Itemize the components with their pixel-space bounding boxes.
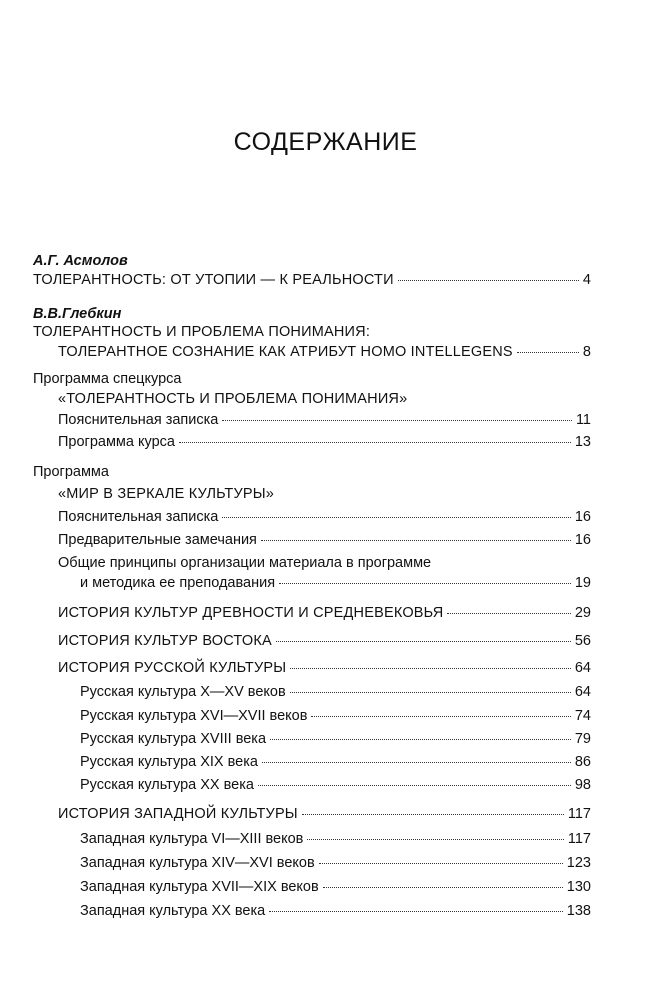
- program-heading: Программа: [33, 464, 109, 480]
- toc-entry-label: ИСТОРИЯ РУССКОЙ КУЛЬТУРЫ: [58, 660, 287, 676]
- toc-page-number: 8: [582, 344, 591, 360]
- toc-entry-label: ИСТОРИЯ ЗАПАДНОЙ КУЛЬТУРЫ: [58, 806, 298, 822]
- leader-dots: [261, 540, 571, 541]
- leader-dots: [307, 839, 563, 840]
- toc-entry-label: и методика ее преподавания: [80, 575, 276, 591]
- leader-dots: [517, 352, 579, 353]
- leader-dots: [319, 863, 563, 864]
- leader-dots: [222, 517, 570, 518]
- toc-entry[interactable]: [58, 806, 591, 826]
- toc-entry-label: Пояснительная записка: [58, 412, 219, 428]
- toc-entry[interactable]: [80, 575, 591, 595]
- toc-page-number: 117: [567, 831, 591, 847]
- leader-dots: [323, 887, 563, 888]
- toc-entry[interactable]: [58, 633, 591, 653]
- toc-page-number: 130: [566, 879, 591, 895]
- toc-entry[interactable]: [80, 754, 591, 774]
- toc-entry-label: Русская культура XVIII века: [80, 731, 267, 747]
- toc-entry[interactable]: [58, 344, 591, 364]
- leader-dots: [262, 762, 571, 763]
- toc-entry[interactable]: [58, 605, 591, 625]
- leader-dots: [398, 280, 579, 281]
- toc-entry-label: Западная культура XX века: [80, 903, 266, 919]
- toc-entry-label: ТОЛЕРАНТНОЕ СОЗНАНИЕ КАК АТРИБУТ HOMO INTELLEGENS: [58, 344, 513, 360]
- toc-entry[interactable]: [80, 731, 591, 751]
- toc-entry-label: Русская культура XX века: [80, 777, 254, 793]
- page-title: СОДЕРЖАНИЕ: [233, 128, 418, 156]
- toc-entry-label: Западная культура XVII—XIX веков: [80, 879, 319, 895]
- toc-entry-label: Русская культура XIX века: [80, 754, 258, 770]
- toc-page-number: 79: [574, 731, 591, 747]
- leader-dots: [279, 583, 571, 584]
- leader-dots: [447, 613, 570, 614]
- toc-entry[interactable]: [80, 903, 591, 923]
- author-asmolov: А.Г. Асмолов: [33, 253, 128, 269]
- leader-dots: [179, 442, 571, 443]
- toc-entry-label: Русская культура X—XV веков: [80, 684, 286, 700]
- toc-page-number: 98: [574, 777, 591, 793]
- toc-entry[interactable]: [58, 532, 591, 552]
- toc-entry-label: Западная культура VI—XIII веков: [80, 831, 304, 847]
- toc-page-number: 74: [574, 708, 591, 724]
- toc-entry-label: Программа курса: [58, 434, 175, 450]
- leader-dots: [222, 420, 572, 421]
- leader-dots: [269, 911, 563, 912]
- program-title: «МИР В ЗЕРКАЛЕ КУЛЬТУРЫ»: [58, 486, 275, 502]
- toc-page-number: 4: [582, 272, 591, 288]
- toc-page-number: 29: [574, 605, 591, 621]
- toc-entry[interactable]: [58, 434, 591, 454]
- toc-page-number: 11: [575, 412, 591, 428]
- leader-dots: [276, 641, 571, 642]
- toc-page-number: 64: [574, 684, 591, 700]
- toc-entry[interactable]: [80, 879, 591, 899]
- leader-dots: [311, 716, 570, 717]
- toc-entry[interactable]: [80, 831, 591, 851]
- toc-entry[interactable]: [58, 412, 591, 432]
- toc-entry[interactable]: [58, 660, 591, 680]
- leader-dots: [270, 739, 571, 740]
- toc-entry-label: ИСТОРИЯ КУЛЬТУР ДРЕВНОСТИ И СРЕДНЕВЕКОВЬЯ: [58, 605, 444, 621]
- leader-dots: [290, 692, 571, 693]
- toc-entry-label: Русская культура XVI—XVII веков: [80, 708, 308, 724]
- leader-dots: [302, 814, 564, 815]
- toc-page-number: 16: [574, 532, 591, 548]
- toc-entry[interactable]: [33, 272, 591, 292]
- toc-page-number: 56: [574, 633, 591, 649]
- toc-page-number: 16: [574, 509, 591, 525]
- author-glebkin: В.В.Глебкин: [33, 306, 122, 322]
- toc-entry-label: Пояснительная записка: [58, 509, 219, 525]
- toc-page-number: 19: [574, 575, 591, 591]
- toc-page-number: 64: [574, 660, 591, 676]
- toc-entry[interactable]: [80, 777, 591, 797]
- toc-entry-label: ТОЛЕРАНТНОСТЬ: ОТ УТОПИИ — К РЕАЛЬНОСТИ: [33, 272, 394, 288]
- toc-page-number: 86: [574, 754, 591, 770]
- toc-entry-line: ТОЛЕРАНТНОСТЬ И ПРОБЛЕМА ПОНИМАНИЯ:: [33, 324, 371, 340]
- toc-entry-label: Западная культура XIV—XVI веков: [80, 855, 315, 871]
- toc-page-number: 138: [566, 903, 591, 919]
- leader-dots: [290, 668, 571, 669]
- toc-entry[interactable]: [80, 855, 591, 875]
- toc-entry[interactable]: [80, 708, 591, 728]
- toc-entry[interactable]: [80, 684, 591, 704]
- toc-page-number: 123: [566, 855, 591, 871]
- program-title: «ТОЛЕРАНТНОСТЬ И ПРОБЛЕМА ПОНИМАНИЯ»: [58, 391, 408, 407]
- toc-entry[interactable]: [58, 509, 591, 529]
- toc-page-number: 13: [574, 434, 591, 450]
- toc-page-number: 117: [567, 806, 591, 822]
- leader-dots: [258, 785, 571, 786]
- toc-entry-label: ИСТОРИЯ КУЛЬТУР ВОСТОКА: [58, 633, 272, 649]
- toc-entry-label: Предварительные замечания: [58, 532, 257, 548]
- program-heading: Программа спецкурса: [33, 371, 182, 387]
- toc-entry-line: Общие принципы организации материала в программе: [58, 555, 432, 571]
